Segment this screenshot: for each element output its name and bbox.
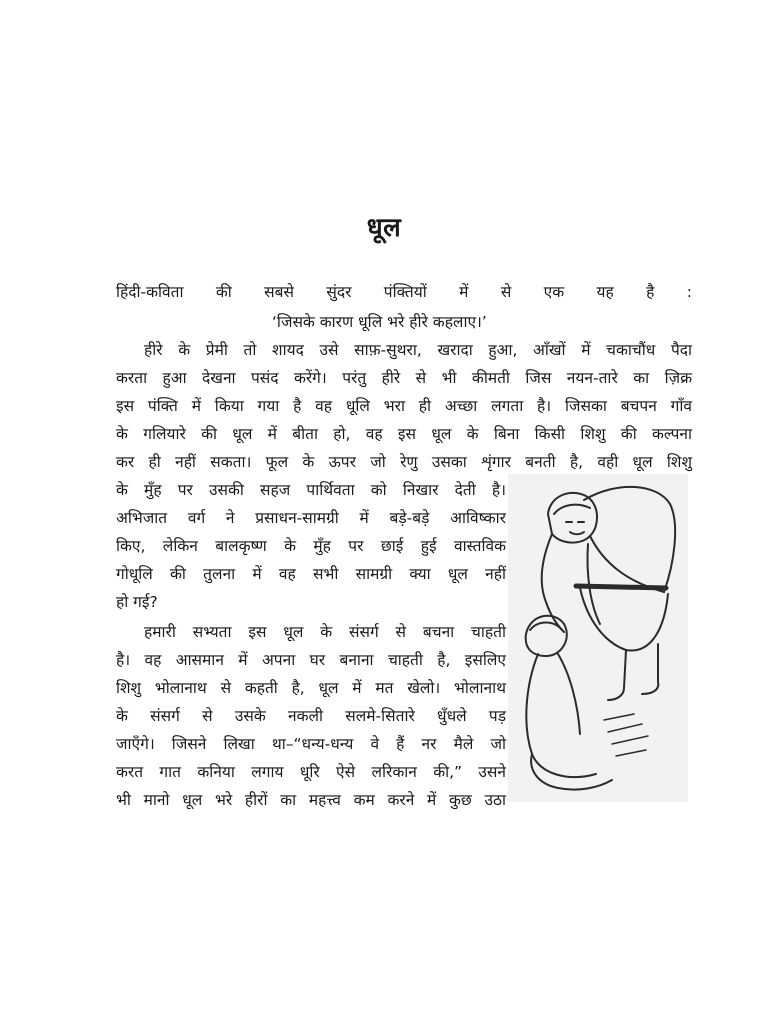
illustration-background	[508, 474, 688, 802]
intro-line: हिंदी-कविता की सबसे सुंदर पंक्तियों में से एक यह है :	[116, 283, 692, 301]
para1-line-1	[116, 340, 692, 360]
para2-line-7: भी मानो धूल भरे हीरों का महत्त्व कम करने में कुछ उठा	[116, 791, 506, 809]
para1-narrow-line-4: गोधूलि की तुलना में वह सभी सामग्री क्या धूल नहीं	[116, 565, 506, 583]
chapter-title: धूल	[366, 213, 402, 243]
para1-line-5: कर ही नहीं सकता। फूल के ऊपर जो रेणु उसका शृंगार बनती है, वही धूल शिशु	[116, 453, 692, 471]
para1-line-2: करता हुआ देखना पसंद करेंगे। परंतु हीरे से भी कीमती जिस नयन-तारे का ज़िक्र	[116, 369, 692, 387]
para2-line-5: जाएँगे। जिसने लिखा था–“धन्य-धन्य वे हैं नर मैले जो	[116, 735, 506, 753]
para1-narrow-line-2: अभिजात वर्ग ने प्रसाधन-सामग्री में बड़े-बड़े आविष्कार	[116, 509, 506, 527]
para1-narrow-line-3: किए, लेकिन बालकृष्ण के मुँह पर छाई हुई वास्तविक	[116, 537, 506, 555]
adult-child-illustration	[508, 474, 688, 802]
para2-line-1	[116, 622, 506, 642]
para1-line-3: इस पंक्ति में किया गया है वह धूलि भरा ही अच्छा लगता है। जिसका बचपन गाँव	[116, 397, 692, 415]
para1-narrow-line-5: हो गई?	[116, 593, 158, 611]
para1-line-1-text: हीरे के प्रेमी तो शायद उसे साफ़-सुथरा, खरादा हुआ, आँखों में चकाचौंध पैदा	[144, 341, 692, 359]
para1-narrow-line-1: के मुँह पर उसकी सहज पार्थिवता को निखार देती है।	[116, 481, 506, 499]
para2-line-4: के संसर्ग से उसके नकली सलमे-सितारे धुँधले पड़	[116, 707, 506, 725]
para2-line-3: शिशु भोलानाथ से कहती है, धूल में मत खेलो। भोलानाथ	[116, 679, 506, 697]
para2-line-2: है। वह आसमान में अपना घर बनाना चाहती है, इसलिए	[116, 651, 506, 669]
para2-line-1-text: हमारी सभ्यता इस धूल के संसर्ग से बचना चाहती	[144, 623, 506, 641]
para1-line-4: के गलियारे की धूल में बीता हो, वह इस धूल के बिना किसी शिशु की कल्पना	[116, 425, 692, 443]
para2-line-6: करत गात कनिया लगाय धूरि ऐसे लरिकान की,” उसने	[116, 763, 506, 781]
quote-line: ‘जिसके कारण धूलि भरे हीरे कहलाए।’	[272, 313, 487, 331]
